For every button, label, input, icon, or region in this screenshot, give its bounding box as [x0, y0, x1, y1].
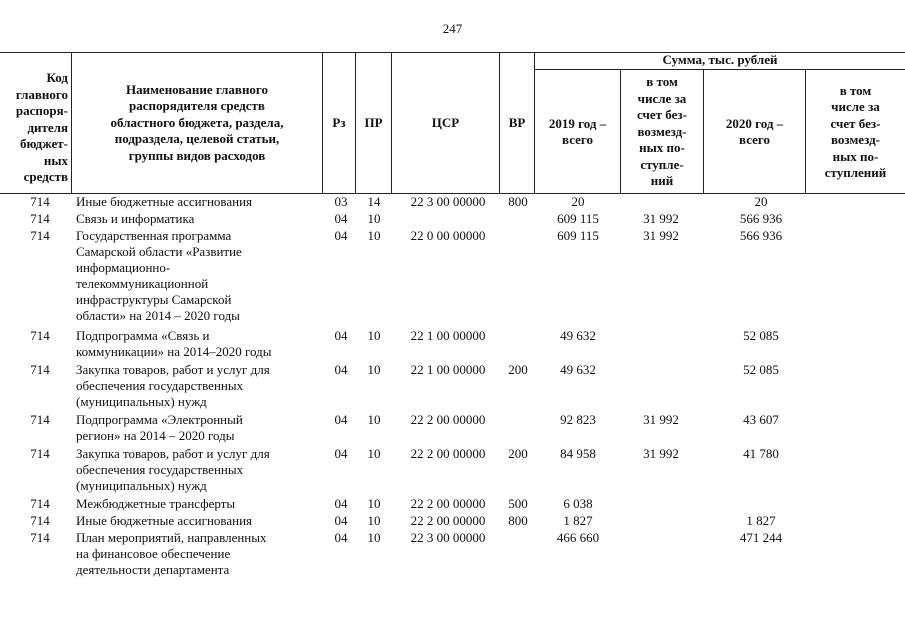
row-2019-total: 49 632 [560, 328, 596, 344]
header-2020-total: 2020 год – всего [725, 115, 784, 147]
row-2019-total: 92 823 [560, 412, 596, 428]
row-csr: 22 2 00 00000 [410, 496, 486, 512]
row-name: Закупка товаров, работ и услуг для обеспечения государственных (муниципальных) нужд [76, 445, 270, 493]
row-rz: 04 [334, 361, 348, 377]
row-pr: 10 [367, 412, 381, 428]
row-pr: 10 [367, 328, 381, 344]
row-code: 714 [30, 496, 50, 512]
row-2019-total: 20 [571, 194, 585, 209]
row-code: 714 [30, 227, 50, 243]
header-2020-gratuitous: в том числе за счет без- возмезд- ных по- ступлений [824, 82, 887, 180]
table-row [0, 412, 905, 446]
header-code: Код главного распоря- дителя бюджет- ных средств [15, 70, 68, 185]
row-rz: 04 [334, 445, 348, 461]
row-2020-total: 41 780 [743, 445, 779, 461]
row-2020-total: 471 244 [739, 529, 783, 545]
row-2019-gratuitous: 31 992 [643, 412, 679, 428]
header-rz: Рз [332, 114, 346, 130]
row-2020-total: 1 827 [746, 513, 776, 529]
row-2019-total: 6 038 [563, 496, 593, 512]
table-row [0, 530, 905, 580]
row-code: 714 [30, 194, 50, 209]
row-2019-total: 609 115 [557, 227, 599, 243]
row-rz: 03 [334, 194, 348, 209]
row-pr: 10 [367, 496, 381, 512]
row-csr: 22 1 00 00000 [410, 328, 486, 344]
table-row [0, 328, 905, 362]
row-name: Связь и информатика [76, 210, 195, 226]
row-2020-total: 43 607 [743, 412, 779, 428]
page-number: 247 [442, 21, 463, 36]
row-code: 714 [30, 328, 50, 344]
header-sum: Сумма, тыс. рублей [662, 52, 778, 68]
row-csr: 22 1 00 00000 [410, 361, 486, 377]
row-2019-total: 49 632 [560, 361, 596, 377]
row-code: 714 [30, 210, 50, 226]
row-name: Закупка товаров, работ и услуг для обеспечения государственных (муниципальных) нужд [76, 361, 270, 409]
row-2019-total: 84 958 [560, 445, 596, 461]
row-2019-gratuitous: 31 992 [643, 210, 679, 226]
row-rz: 04 [334, 513, 348, 529]
row-vr: 800 [508, 513, 528, 529]
header-2019-gratuitous: в том числе за счет без- возмезд- ных по- ступле- ний [637, 74, 687, 189]
header-2019-total: 2019 год – всего [548, 115, 607, 147]
row-csr: 22 0 00 00000 [410, 227, 486, 243]
row-rz: 04 [334, 328, 348, 344]
row-name: Государственная программа Самарской области «Развитие информационно- телекоммуникационной инфраструктуры Самарской области» на 2014 – 2020 годы [76, 227, 242, 323]
row-name: Иные бюджетные ассигнования [76, 513, 253, 529]
row-name: План мероприятий, направленных на финансовое обеспечение деятельности департамента [76, 529, 267, 577]
row-2019-total: 1 827 [563, 513, 593, 529]
table-row [0, 513, 905, 530]
row-2020-total: 52 085 [743, 361, 779, 377]
header-vr: ВР [508, 114, 526, 130]
table-row [0, 211, 905, 228]
row-rz: 04 [334, 529, 348, 545]
row-rz: 04 [334, 210, 348, 226]
row-vr: 800 [508, 194, 528, 209]
table-row [0, 496, 905, 513]
row-2019-gratuitous: 31 992 [643, 445, 679, 461]
row-pr: 10 [367, 227, 381, 243]
row-2019-total: 609 115 [557, 210, 599, 226]
row-csr: 22 3 00 00000 [410, 194, 486, 209]
row-pr: 10 [367, 210, 381, 226]
row-code: 714 [30, 412, 50, 428]
row-rz: 04 [334, 227, 348, 243]
row-vr: 200 [508, 445, 528, 461]
row-pr: 10 [367, 445, 381, 461]
table-row [0, 194, 905, 211]
row-code: 714 [30, 445, 50, 461]
row-pr: 10 [367, 529, 381, 545]
header-csr: ЦСР [431, 114, 460, 130]
row-rz: 04 [334, 412, 348, 428]
row-csr: 22 2 00 00000 [410, 513, 486, 529]
row-vr: 200 [508, 361, 528, 377]
row-name: Межбюджетные трансферты [76, 496, 236, 512]
table-row [0, 446, 905, 496]
row-2020-total: 566 936 [739, 227, 783, 243]
row-code: 714 [30, 361, 50, 377]
row-rz: 04 [334, 496, 348, 512]
table-row [0, 228, 905, 329]
table-header [0, 52, 905, 194]
row-2020-total: 566 936 [739, 210, 783, 226]
row-csr: 22 3 00 00000 [410, 529, 486, 545]
row-2020-total: 52 085 [743, 328, 779, 344]
row-csr: 22 2 00 00000 [410, 412, 486, 428]
row-2019-gratuitous: 31 992 [643, 227, 679, 243]
row-pr: 10 [367, 513, 381, 529]
row-name: Подпрограмма «Связь и коммуникации» на 2014–2020 годы [76, 328, 272, 360]
header-pr: ПР [364, 114, 383, 130]
table-row [0, 362, 905, 412]
header-name: Наименование главного распорядителя средств областного бюджета, раздела, подраздела, целевой статьи, группы видов расходов [110, 81, 284, 163]
row-pr: 14 [367, 194, 381, 209]
row-name: Иные бюджетные ассигнования [76, 194, 253, 209]
row-pr: 10 [367, 361, 381, 377]
row-2019-total: 466 660 [556, 529, 600, 545]
row-2020-total: 20 [754, 194, 768, 209]
row-name: Подпрограмма «Электронный регион» на 2014 – 2020 годы [76, 412, 243, 444]
row-code: 714 [30, 529, 50, 545]
row-vr: 500 [508, 496, 528, 512]
row-csr: 22 2 00 00000 [410, 445, 486, 461]
table-body [0, 194, 905, 580]
row-code: 714 [30, 513, 50, 529]
